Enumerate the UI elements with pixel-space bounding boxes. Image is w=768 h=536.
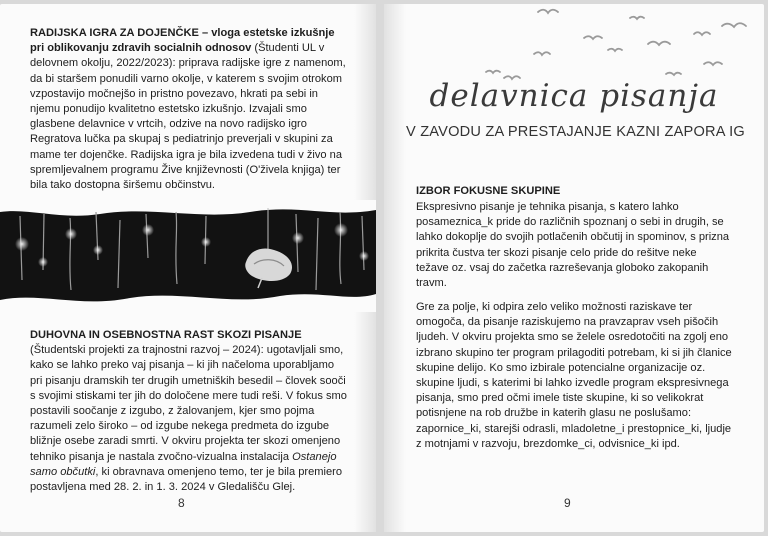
project-description-radio-play [30,26,348,193]
installation-title: Ostanejo samo občutki [30,450,337,478]
project-text-radio-play: (Študenti UL v delovnem okolju, 2022/2023): priprava radijske igre z namenom, da bi staršem ponudili varno okolje, v katerem s svojim otrokom vzpostavijo močnejšo in pristno povezavo, hkrati pa sebi in njemu ponudijo kvalitetno estetsko izkušnjo. Izvajali smo glasbene delavnice v vrtcih, odzive na novo radijsko igro Regratova lučka pa skupaj s pediatrinjo preverjali v skupini za mame ter dojenčke. Radijska igra je bila izvedena tudi v živo na spremljevalnem programu Žive književnosti (O'živela knjiga) ter bila tako dostopna širšemu občinstvu. [30,42,346,192]
project-text-writing-growth-end: , ki obravnava omenjeno temo, ter je bila premiero postavljena med 28. 2. in 1. 3. 2024 v Gledališču Glej. [30,465,343,494]
page-number-left: 8 [178,496,185,510]
right-page [384,4,764,532]
project-description-writing-growth [30,328,348,495]
section-heading-focus-group: IZBOR FOKUSNE SKUPINE [416,185,561,197]
workshop-subtitle: V ZAVODU ZA PRESTAJANJE KAZNI ZAPORA IG [406,124,745,140]
page-number-right: 9 [564,496,571,510]
left-page [0,4,376,532]
focus-group-paragraph: Gre za polje, ki odpira zelo veliko možnosti raziskave ter omogoča, da pisanje raziskujemo na pravzaprav vseh pišočih ljudeh. V okviru projekta smo se želele osredotočiti na zgolj eno izbrano skupino ter program prilagoditi potrebam, ki si jih članice skupine delijo. Ko smo izbirale potencialne organizacije oz. skupine ljudi, s katerimi bi lahko izvedle program ekspresivnega pisanja, smo pred očmi imele tiste skupine, ki so velikokrat potisnjene na rob družbe in katerih glasu ne poslušamo: zapornice_ki, starejši odrasli, mladoletne_i prestopnice_ki, ljudje z motnjami v razvoju, brezdomke_ci, odvisnice_ki ipd. [416,301,732,450]
project-title-radio-play: RADIJSKA IGRA ZA DOJENČKE – vloga estetske izkušnje pri oblikovanju zdravih socialnih odnosov [30,27,335,55]
installation-photo [0,200,376,312]
installation-photo-graphic [0,200,376,312]
project-text-writing-growth: (Študentski projekti za trajnostni razvoj – 2024): ugotavljali smo, kako se lahko preko vaj pisanja – ki jih načeloma uporabljamo pri pisanju dramskih ter drugih umetniških besedil – človek sooči s svojimi stiskami ter jih do določene mere tudi reši. V fokus smo postavili soočanje z izgubo, z žalovanjem, kjer smo pojma razumeli zelo široko – od izgube nekega predmeta do izgube bližnje osebe zaradi smrti. V okviru projekta ter skozi omenjeno tehniko pisanja je nastala zvočno-vizualna instalacija [30,344,347,463]
project-title-writing-growth: DUHOVNA IN OSEBNOSTNA RAST SKOZI PISANJE [30,329,302,341]
workshop-title: delavnica pisanja [429,78,719,114]
expressive-writing-paragraph: Ekspresivno pisanje je tehnika pisanja, s katero lahko posameznica_k pride do različnih spoznanj o sebi in drugih, se lahko dokoplje do svojih potlačenih občutij in spominov, s prizna prikrita čustva ter skozi pisanje celo pride do rešitve neke težave oz. vsaj do začetka razreševanja globoko zakopanih travm. [416,201,730,290]
